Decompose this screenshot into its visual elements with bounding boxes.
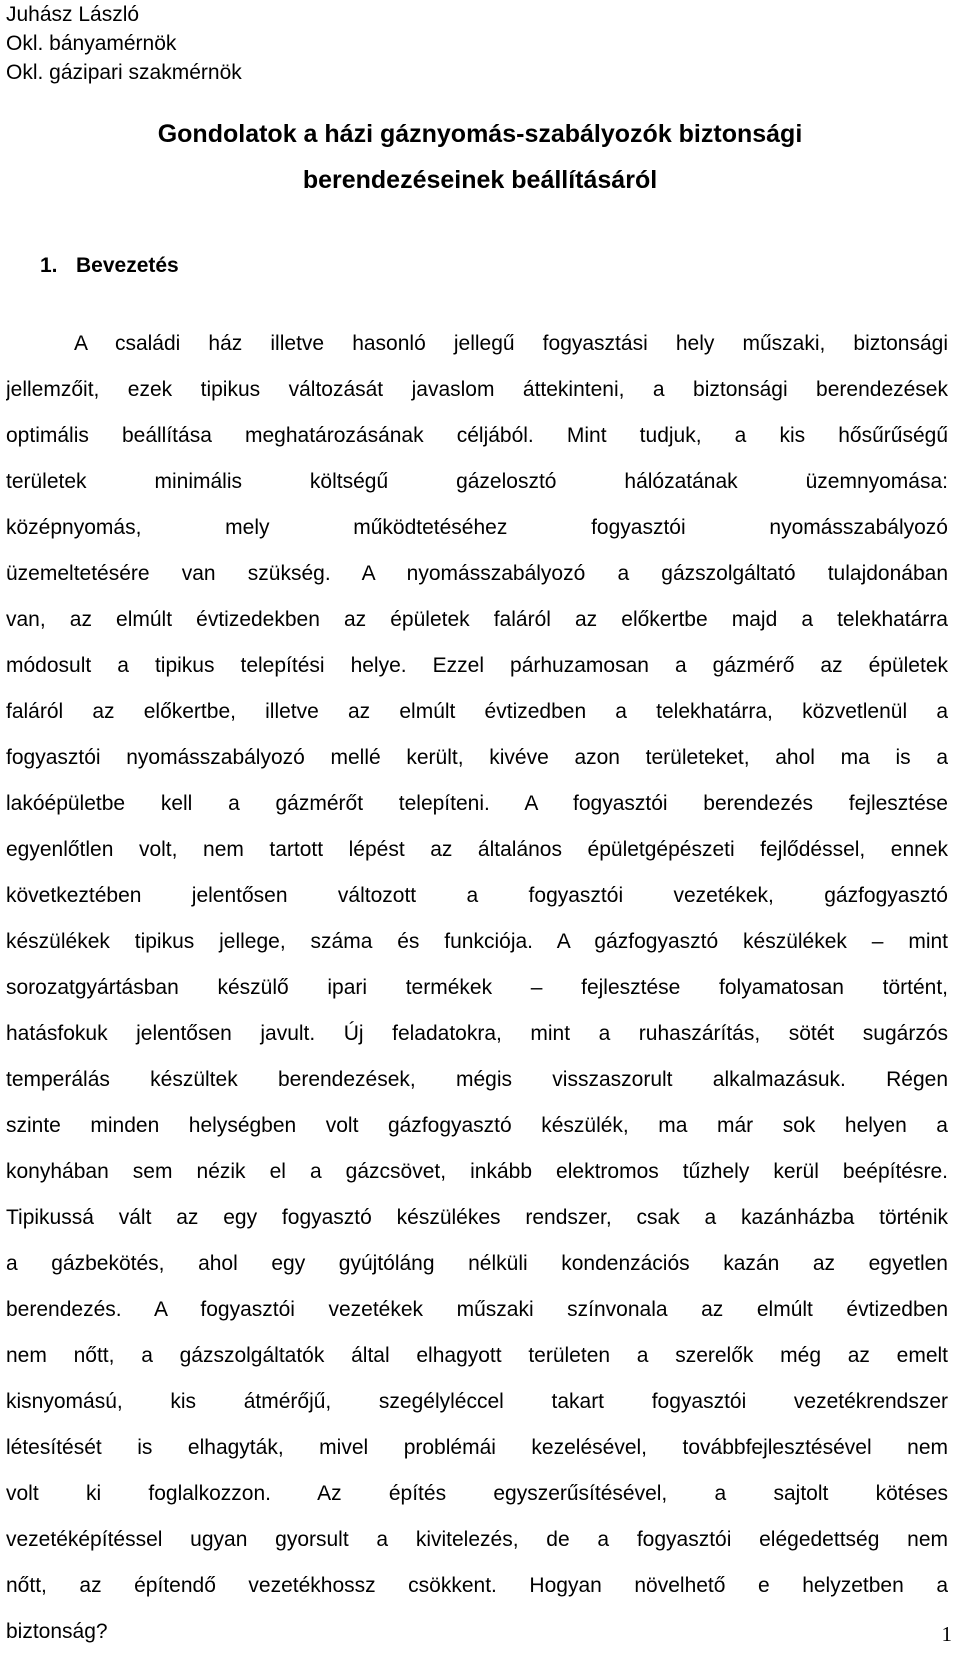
author-title-gas-engineer: Okl. gázipari szakmérnök bbox=[6, 61, 242, 84]
paragraph-line: egyenlőtlen volt, nem tartott lépést az általános épületgépészeti fejlődéssel, ennek bbox=[6, 838, 948, 861]
paragraph-line: berendezés. A fogyasztói vezetékek műszaki színvonala az elmúlt évtizedben bbox=[6, 1298, 948, 1321]
paragraph-line: jellemzőit, ezek tipikus változását javaslom áttekinteni, a biztonsági berendezések bbox=[6, 378, 948, 401]
author-name: Juhász László bbox=[6, 3, 140, 26]
paragraph-line: temperálás készültek berendezések, mégis visszaszorult alkalmazásuk. Régen bbox=[6, 1068, 948, 1091]
document-title-line-1: Gondolatok a házi gáznyomás-szabályozók biztonsági bbox=[157, 120, 803, 148]
document-title-line-2: berendezéseinek beállításáról bbox=[302, 166, 658, 194]
paragraph-line: módosult a tipikus telepítési helye. Ezzel párhuzamosan a gázmérő az épületek bbox=[6, 654, 948, 677]
paragraph-line-last: biztonság? bbox=[6, 1620, 108, 1643]
section-number: 1. bbox=[40, 254, 58, 277]
paragraph-line: középnyomás, mely működtetéséhez fogyasztói nyomásszabályozó bbox=[6, 516, 948, 539]
paragraph-line: sorozatgyártásban készülő ipari termékek – fejlesztése folyamatosan történt, bbox=[6, 976, 948, 999]
paragraph-line: területek minimális költségű gázelosztó hálózatának üzemnyomása: bbox=[6, 470, 948, 493]
paragraph-line: kisnyomású, kis átmérőjű, szegélyléccel takart fogyasztói vezetékrendszer bbox=[6, 1390, 948, 1413]
paragraph-line: nőtt, az építendő vezetékhossz csökkent. Hogyan növelhető e helyzetben a bbox=[6, 1574, 948, 1597]
paragraph-line: A családi ház illetve hasonló jellegű fogyasztási hely műszaki, biztonsági bbox=[74, 332, 948, 355]
paragraph-line: optimális beállítása meghatározásának céljából. Mint tudjuk, a kis hősűrűségű bbox=[6, 424, 948, 447]
paragraph-line: nem nőtt, a gázszolgáltatók által elhagyott területen a szerelők még az emelt bbox=[6, 1344, 948, 1367]
author-title-mining-engineer: Okl. bányamérnök bbox=[6, 32, 177, 55]
paragraph-line: üzemeltetésére van szükség. A nyomásszabályozó a gázszolgáltató tulajdonában bbox=[6, 562, 948, 585]
paragraph-line: volt ki foglalkozzon. Az építés egyszerűsítésével, a sajtolt kötéses bbox=[6, 1482, 948, 1505]
section-title: Bevezetés bbox=[76, 254, 179, 277]
document-title bbox=[60, 111, 900, 203]
paragraph-line: készülékek tipikus jellege, száma és funkciója. A gázfogyasztó készülékek – mint bbox=[6, 930, 948, 953]
paragraph-line: a gázbekötés, ahol egy gyújtóláng nélküli kondenzációs kazán az egyetlen bbox=[6, 1252, 948, 1275]
body-paragraph bbox=[6, 321, 948, 1655]
section-heading bbox=[40, 252, 179, 280]
paragraph-line: fogyasztói nyomásszabályozó mellé került, kivéve azon területeket, ahol ma is a bbox=[6, 746, 948, 769]
paragraph-line: lakóépületbe kell a gázmérőt telepíteni. A fogyasztói berendezés fejlesztése bbox=[6, 792, 948, 815]
paragraph-line: hatásfokuk jelentősen javult. Új feladatokra, mint a ruhaszárítás, sötét sugárzós bbox=[6, 1022, 948, 1045]
page-number: 1 bbox=[941, 1622, 952, 1646]
paragraph-line: Tipikussá vált az egy fogyasztó készülékes rendszer, csak a kazánházba történik bbox=[6, 1206, 948, 1229]
paragraph-line: konyhában sem nézik el a gázcsövet, inkább elektromos tűzhely kerül beépítésre. bbox=[6, 1160, 948, 1183]
paragraph-line: létesítését is elhagyták, mivel problémái kezelésével, továbbfejlesztésével nem bbox=[6, 1436, 948, 1459]
paragraph-line: faláról az előkertbe, illetve az elmúlt évtizedben a telekhatárra, közvetlenül a bbox=[6, 700, 948, 723]
author-block bbox=[6, 0, 242, 87]
paragraph-line: szinte minden helységben volt gázfogyasztó készülék, ma már sok helyen a bbox=[6, 1114, 948, 1137]
paragraph-line: vezetéképítéssel ugyan gyorsult a kivitelezés, de a fogyasztói elégedettség nem bbox=[6, 1528, 948, 1551]
paragraph-line: következtében jelentősen változott a fogyasztói vezetékek, gázfogyasztó bbox=[6, 884, 948, 907]
paragraph-line: van, az elmúlt évtizedekben az épületek faláról az előkertbe majd a telekhatárra bbox=[6, 608, 948, 631]
